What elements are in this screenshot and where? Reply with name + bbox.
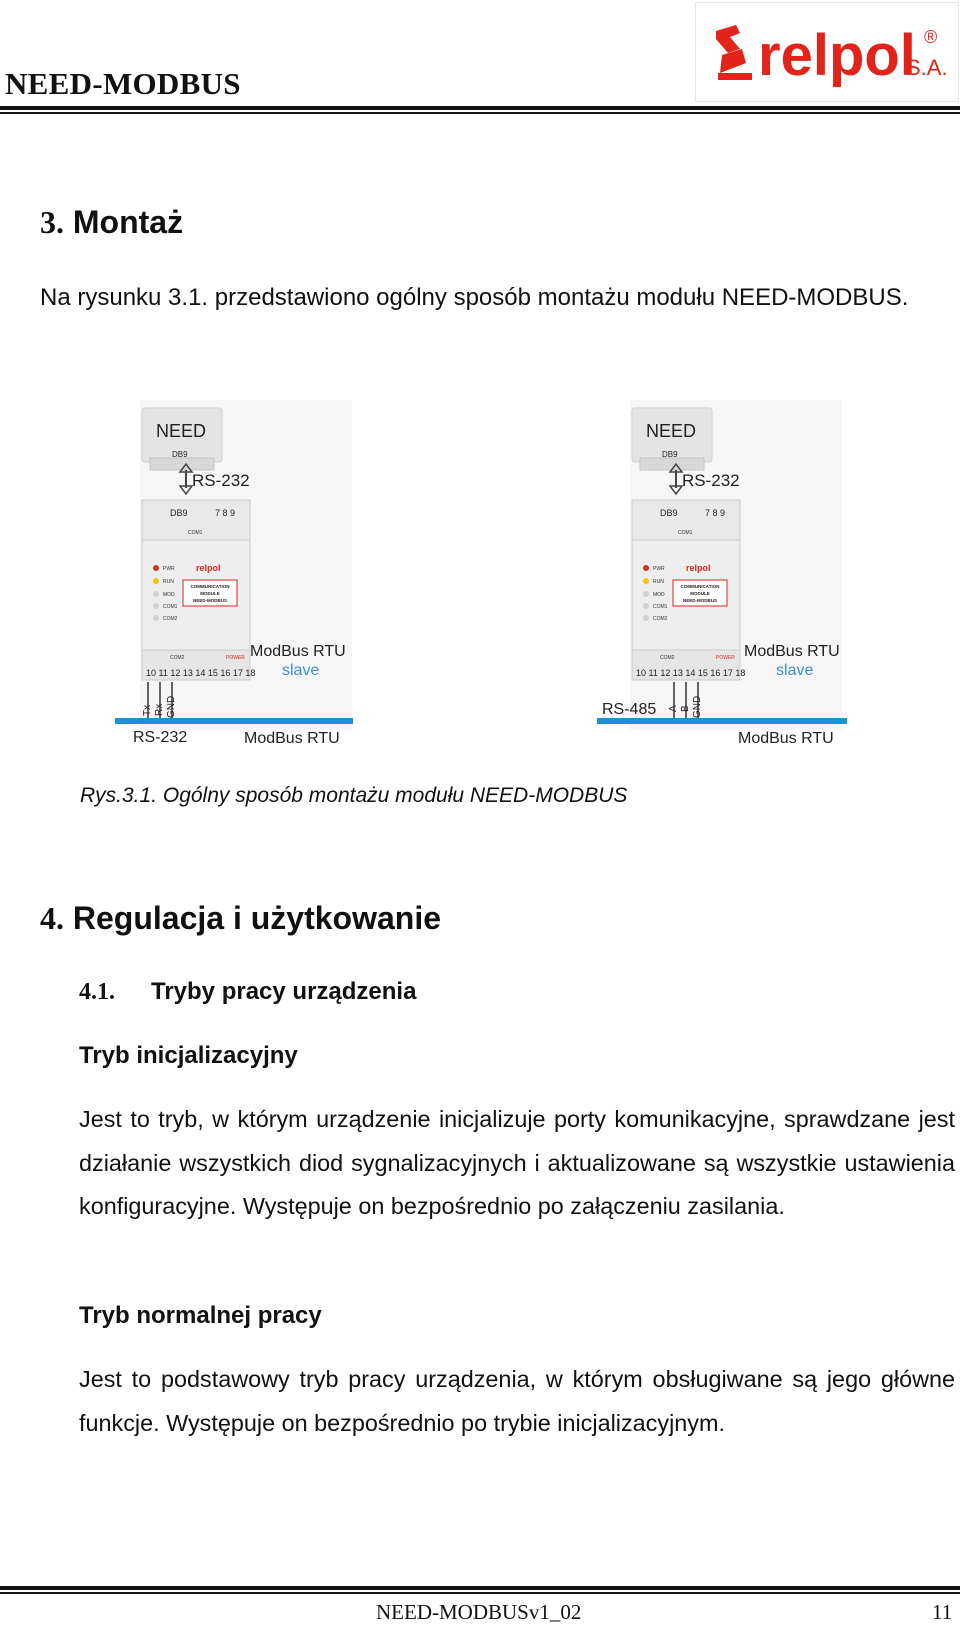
svg-text:A: A bbox=[668, 705, 679, 712]
footer-document-id: NEED-MODBUSv1_02 bbox=[376, 1600, 582, 1624]
subsection-4-1-heading bbox=[79, 978, 416, 1006]
right-need-label: NEED bbox=[646, 421, 697, 441]
right-wires bbox=[668, 682, 703, 720]
left-modbus-rtu-label: ModBus RTU bbox=[250, 643, 346, 660]
section-3-intro: Na rysunku 3.1. przedstawiono ogólny sposób montażu modułu NEED-MODBUS. bbox=[40, 284, 909, 311]
left-bus-rs232-label: RS-232 bbox=[133, 729, 188, 746]
svg-text:GND: GND bbox=[166, 695, 177, 718]
logo-text: relpol bbox=[758, 23, 916, 88]
left-pins-top: 7 8 9 bbox=[215, 508, 236, 518]
right-bus-modbus-label: ModBus RTU bbox=[738, 730, 834, 747]
svg-text:PWR: PWR bbox=[163, 566, 175, 572]
svg-text:POWER: POWER bbox=[716, 655, 735, 661]
left-db9-top-label: DB9 bbox=[172, 450, 188, 459]
right-rs485-label: RS-485 bbox=[602, 701, 657, 718]
left-wires bbox=[142, 682, 177, 720]
left-bus-line bbox=[115, 718, 353, 724]
right-db9-module-label: DB9 bbox=[660, 508, 678, 518]
left-brand: relpol bbox=[196, 563, 221, 573]
left-db9-module-label: DB9 bbox=[170, 508, 188, 518]
left-diagram bbox=[115, 400, 353, 747]
right-com1-label: COM1 bbox=[678, 530, 693, 536]
section-4-heading bbox=[40, 900, 441, 937]
right-rs232-label: RS-232 bbox=[682, 471, 740, 490]
left-bus-modbus-label: ModBus RTU bbox=[244, 730, 340, 747]
svg-text:COMMUNICATION: COMMUNICATION bbox=[190, 584, 230, 589]
section-3-heading bbox=[40, 204, 183, 241]
left-pins-bottom: 10 11 12 13 14 15 16 17 18 bbox=[146, 668, 256, 678]
subsection-title: Tryby pracy urządzenia bbox=[151, 978, 417, 1005]
footer-rule-thin bbox=[0, 1592, 960, 1594]
relpol-logo bbox=[695, 2, 959, 102]
svg-text:Tx: Tx bbox=[142, 704, 153, 716]
mode-normal-title: Tryb normalnej pracy bbox=[79, 1302, 322, 1329]
header-rule-thin bbox=[0, 112, 960, 114]
svg-text:NEED-MODBUS: NEED-MODBUS bbox=[192, 598, 228, 603]
svg-text:COM2: COM2 bbox=[163, 616, 178, 622]
right-modbus-rtu-label: ModBus RTU bbox=[744, 643, 840, 660]
right-bus-line bbox=[597, 718, 847, 724]
mounting-figure bbox=[0, 400, 960, 775]
svg-text:B: B bbox=[680, 705, 691, 712]
right-pins-bottom: 10 11 12 13 14 15 16 17 18 bbox=[636, 668, 746, 678]
svg-text:RUN: RUN bbox=[653, 579, 664, 585]
right-diagram bbox=[597, 400, 847, 747]
left-com1-label: COM1 bbox=[188, 530, 203, 536]
svg-text:COM2: COM2 bbox=[170, 655, 185, 661]
svg-text:COM1: COM1 bbox=[653, 604, 668, 610]
relpol-mark-icon bbox=[716, 25, 752, 80]
svg-text:MODULE: MODULE bbox=[690, 591, 710, 596]
section-number: 3. bbox=[40, 204, 64, 240]
footer-rule-thick bbox=[0, 1586, 960, 1590]
header-rule-thick bbox=[0, 106, 960, 110]
svg-text:COM2: COM2 bbox=[653, 616, 668, 622]
right-pins-top: 7 8 9 bbox=[705, 508, 726, 518]
logo-suffix: S.A. bbox=[906, 55, 948, 80]
logo-registered: ® bbox=[924, 27, 938, 47]
svg-text:NEED-MODBUS: NEED-MODBUS bbox=[682, 598, 718, 603]
svg-text:COM2: COM2 bbox=[660, 655, 675, 661]
document-title: NEED-MODBUS bbox=[5, 66, 241, 101]
svg-text:RUN: RUN bbox=[163, 579, 174, 585]
svg-text:MOD: MOD bbox=[653, 592, 665, 598]
left-rs232-label: RS-232 bbox=[192, 471, 250, 490]
left-need-label: NEED bbox=[156, 421, 207, 441]
svg-text:MOD: MOD bbox=[163, 592, 175, 598]
svg-text:PWR: PWR bbox=[653, 566, 665, 572]
right-brand: relpol bbox=[686, 563, 711, 573]
svg-text:GND: GND bbox=[692, 695, 703, 718]
mode-normal-text: Jest to podstawowy tryb pracy urządzenia, w którym obsługiwane są jego główne funkcje. Występuje on bezpośrednio po trybie inicjalizacyjnym. bbox=[79, 1366, 955, 1436]
section-title: Regulacja i użytkowanie bbox=[72, 900, 441, 936]
footer-page-number: 11 bbox=[932, 1600, 953, 1624]
figure-caption: Rys.3.1. Ogólny sposób montażu modułu NEED-MODBUS bbox=[80, 784, 628, 807]
svg-text:Rx: Rx bbox=[154, 703, 165, 716]
left-slave-label: slave bbox=[282, 662, 320, 679]
section-number: 4. bbox=[40, 900, 64, 936]
section-title: Montaż bbox=[72, 204, 184, 240]
svg-text:POWER: POWER bbox=[226, 655, 245, 661]
svg-text:COM1: COM1 bbox=[163, 604, 178, 610]
mode-init-text: Jest to tryb, w którym urządzenie inicjalizuje porty komunikacyjne, sprawdzane jest działanie wszystkich diod sygnalizacyjnych i aktualizowane są wszystkie ustawienia konfiguracyjne. Występuje on bezpośrednio po załączeniu zasilania. bbox=[79, 1106, 955, 1219]
mode-init-title: Tryb inicjalizacyjny bbox=[79, 1042, 298, 1069]
subsection-number: 4.1. bbox=[79, 979, 115, 1005]
svg-text:MODULE: MODULE bbox=[200, 591, 220, 596]
right-db9-top-label: DB9 bbox=[662, 450, 678, 459]
svg-text:COMMUNICATION: COMMUNICATION bbox=[680, 584, 720, 589]
right-slave-label: slave bbox=[776, 662, 814, 679]
